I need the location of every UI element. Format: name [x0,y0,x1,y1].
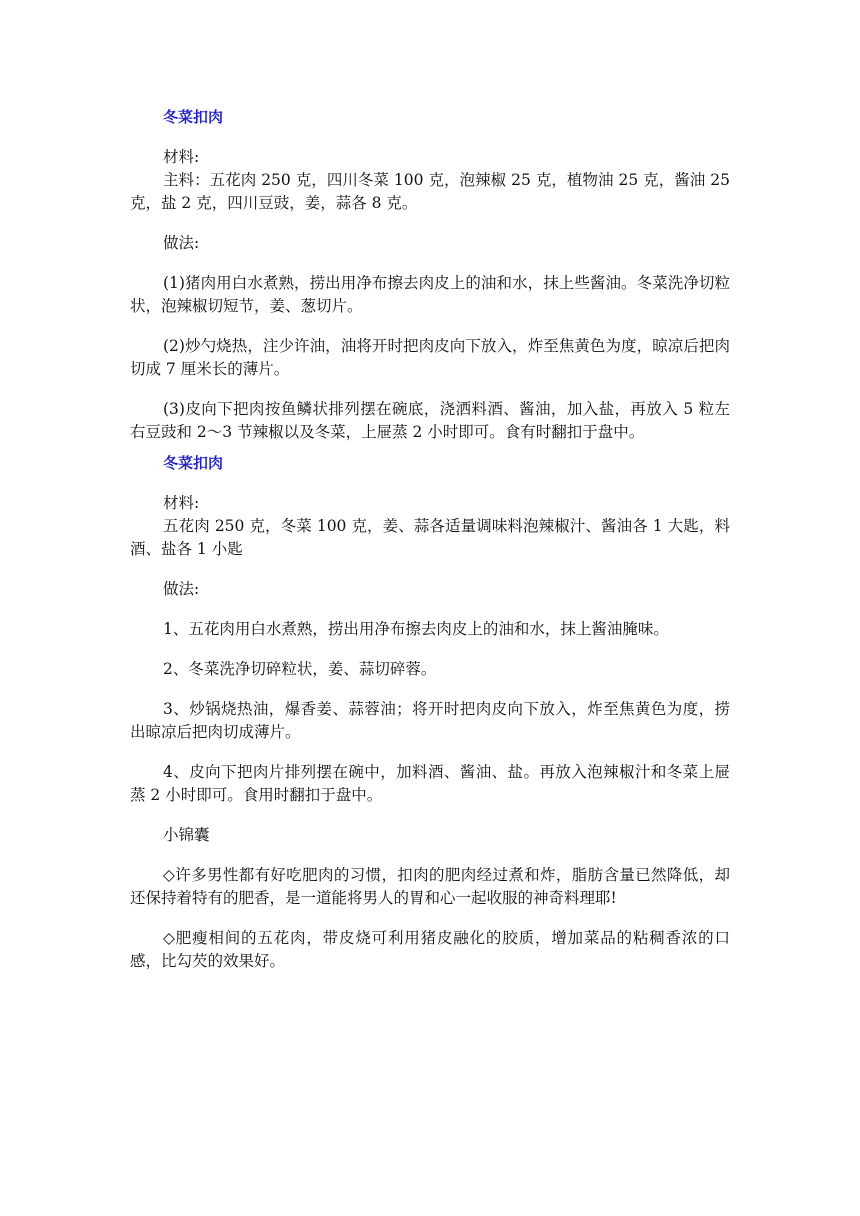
recipe-2-materials-label: 材料: [163,494,200,512]
tip-2: ◇肥瘦相间的五花肉，带皮烧可利用猪皮融化的胶质，增加菜品的粘稠香浓的口感，比勾芡的效果好。 [130,929,730,970]
document-body [130,106,730,973]
recipe-1-method-label: 做法: [163,234,200,252]
recipe-2-step-2: 2、冬菜洗净切碎粒状，姜、蒜切碎蓉。 [163,660,437,678]
recipe-1-step-1: (1)猪肉用白水煮熟，捞出用净布擦去肉皮上的油和水，抹上些酱油。冬菜洗净切粒状，泡辣椒切短节，姜、葱切片。 [130,274,730,315]
recipe-1-step-3: (3)皮向下把肉按鱼鳞状排列摆在碗底，浇洒料酒、酱油，加入盐，再放入 5 粒左右豆豉和 2～3 节辣椒以及冬菜，上屉蒸 2 小时即可。食有时翻扣于盘中。 [130,400,730,441]
recipe-1-title: 冬菜扣肉 [163,108,224,126]
recipe-2-step-4: 4、皮向下把肉片排列摆在碗中，加料酒、酱油、盐。再放入泡辣椒汁和冬菜上屉蒸 2 小时即可。食用时翻扣于盘中。 [130,763,730,804]
recipe-2-step-1: 1、五花肉用白水煮熟，捞出用净布擦去肉皮上的油和水，抹上酱油腌味。 [163,620,669,638]
recipe-1-materials-label: 材料: [163,148,200,166]
recipe-2-title: 冬菜扣肉 [163,454,224,472]
recipe-1-ingredients: 主料：五花肉 250 克，四川冬菜 100 克，泡辣椒 25 克，植物油 25 克，酱油 25 克，盐 2 克，四川豆豉，姜，蒜各 8 克。 [130,171,730,212]
tips-label: 小锦囊 [163,826,210,844]
recipe-2-method-label: 做法: [163,580,200,598]
recipe-1-step-2: (2)炒勺烧热，注少许油，油将开时把肉皮向下放入，炸至焦黄色为度，晾凉后把肉切成 7 厘米长的薄片。 [130,337,730,378]
recipe-2-ingredients: 五花肉 250 克，冬菜 100 克，姜、蒜各适量调味料泡辣椒汁、酱油各 1 大匙，料酒、盐各 1 小匙 [130,517,730,558]
tip-1: ◇许多男性都有好吃肥肉的习惯，扣肉的肥肉经过煮和炸，脂肪含量已然降低，却还保持着特有的肥香，是一道能将男人的胃和心一起收服的神奇料理耶! [130,866,730,907]
recipe-2-step-3: 3、炒锅烧热油，爆香姜、蒜蓉油；将开时把肉皮向下放入，炸至焦黄色为度，捞出晾凉后把肉切成薄片。 [130,700,730,741]
